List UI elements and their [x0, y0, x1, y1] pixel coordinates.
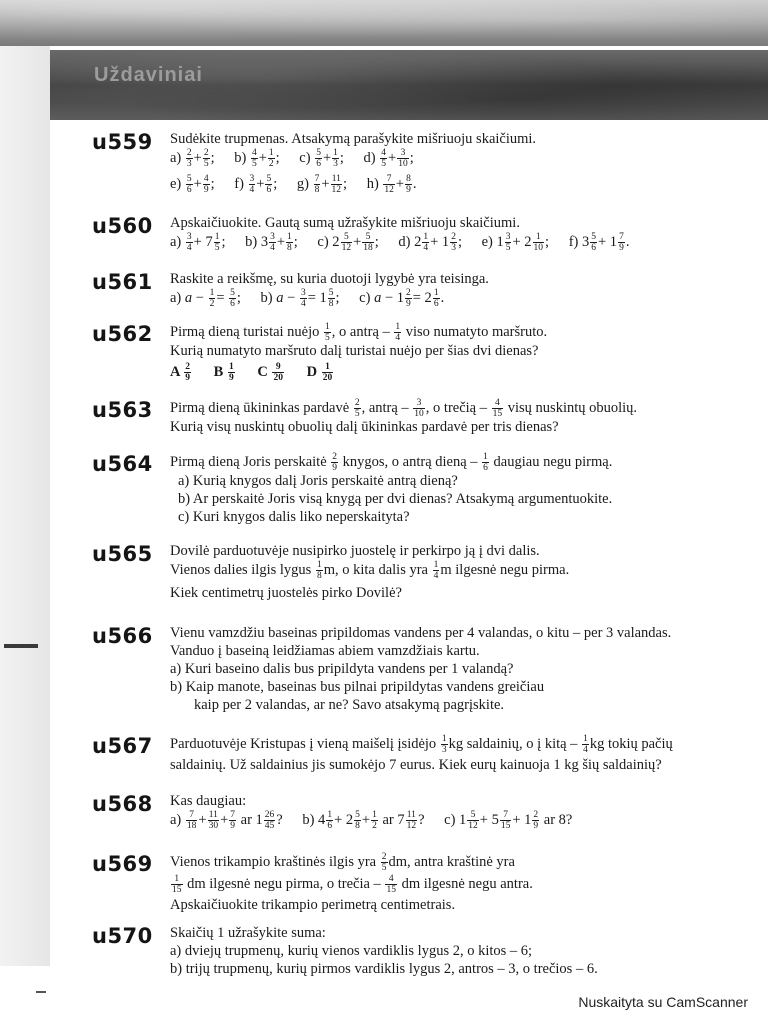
task-body: [170, 852, 740, 914]
task-prompt: Skaičių 1 užrašykite suma:: [170, 925, 326, 941]
answer-options: [170, 362, 740, 388]
subquestion-c: c) Kuri knygos dalis liko neperskaityta?: [178, 509, 410, 525]
subquestion-a: a) Kuri baseino dalis bus pripildyta vandens per 1 valandą?: [170, 661, 514, 677]
subquestion-a: a) dviejų trupmenų, kurių vienos vardiklis lygus 2, o kitos – 6;: [170, 943, 533, 959]
scan-shadow-top: [0, 0, 768, 46]
option-a: A $\frac{2}{9}$: [170, 362, 191, 383]
exercise-row: a) $\frac{3}{4}$ + 7 $\frac{1}{5}$ ; b) 3 $\frac{3}{4}$ + $\frac{1}{8}$ ; c) 2 $\frac{5}{12}$ + $\frac{5}{18}$ ; d) 2 $\frac{1}{4}$ + 1 $\frac{2}{3}$ ; e) 1 $\frac{3}{5}$ + 2 $\frac{1}{10}$ ; f) 3 $\frac{5}{6}$ + 1 $\frac{7}{9}$ .: [170, 232, 630, 253]
task-body: [170, 452, 740, 526]
task-body: [170, 398, 740, 436]
exercise-row: [170, 148, 740, 174]
task-number: u570: [92, 924, 153, 948]
exercise-item: d) $\frac{4}{5}$ + $\frac{3}{10}$ ;: [363, 148, 414, 169]
task-text: Vanduo į baseiną leidžiamas abiem vamzdžiais kartu.: [170, 643, 480, 659]
task-text: Vienu vamzdžiu baseinas pripildomas vandens per 4 valandas, o kitu – per 3 valandas.: [170, 625, 672, 641]
task-body: [170, 792, 740, 836]
task-number: u560: [92, 214, 153, 238]
task-number: u561: [92, 270, 153, 294]
task-body: [170, 322, 740, 388]
exercise-item: c) $\frac{5}{6}$ + $\frac{1}{3}$ ;: [299, 148, 344, 169]
exercise-item: g) $\frac{7}{8}$ + $\frac{11}{12}$ ;: [296, 174, 348, 195]
section-banner: [50, 50, 768, 120]
exercise-row: a) a − $\frac{1}{2}$ = $\frac{5}{6}$ ; b) a − $\frac{3}{4}$ = 1 $\frac{5}{8}$ ; c) a − 1 $\frac{2}{9}$ = 2 $\frac{1}{6}$ .: [170, 288, 445, 309]
task-text: Vienos trikampio kraštinės ilgis yra $\frac{2}{5}$ dm, antra kraštinė yra: [170, 852, 515, 873]
task-body: [170, 734, 740, 774]
task-prompt: Kas daugiau:: [170, 793, 247, 809]
task-number: u565: [92, 542, 153, 566]
task-body: [170, 624, 740, 714]
exercise-item: a) $\frac{2}{3}$ + $\frac{2}{5}$ ;: [170, 148, 215, 169]
task-text: Parduotuvėje Kristupas į vieną maišelį įsidėjo $\frac{1}{3}$ kg saldainių, o į kitą – $\frac{1}{4}$ kg tokių pačių: [170, 734, 673, 755]
task-text: Pirmą dieną Joris perskaitė $\frac{2}{9}$ knygos, o antrą dieną – $\frac{1}{6}$ daugiau negu pirmą.: [170, 452, 613, 473]
task-body: [170, 924, 740, 978]
task-text: saldainių. Už saldainius jis sumokėjo 7 eurus. Kiek eurų kainuoja 1 kg šių saldainių?: [170, 757, 662, 773]
subquestion-b: b) Ar perskaitė Joris visą knygą per dvi dienas? Atsakymą argumentuokite.: [178, 491, 613, 507]
task-number: u567: [92, 734, 153, 758]
exercise-item: b) $\frac{4}{5}$ + $\frac{1}{2}$ ;: [234, 148, 280, 169]
task-number: u563: [92, 398, 153, 422]
task-number: u562: [92, 322, 153, 346]
task-number: u566: [92, 624, 153, 648]
task-number: u559: [92, 130, 153, 154]
subquestion-b: b) Kaip manote, baseinas bus pilnai pripildytas vandens greičiau: [170, 679, 545, 695]
exercise-row: a) $\frac{7}{18}$ + $\frac{11}{30}$ + $\frac{7}{9}$ ar 1 $\frac{26}{45}$ ? b) 4 $\frac{1}{6}$ + 2 $\frac{5}{8}$ + $\frac{1}{2}$ ar 7 $\frac{11}{12}$ ? c) 1 $\frac{5}{12}$ + 5 $\frac{7}{15}$ + 1 $\frac{2}{9}$ ar 8?: [170, 810, 573, 831]
exercise-row: [170, 174, 740, 200]
task-prompt: Apskaičiuokite. Gautą sumą užrašykite mišriuoju skaičiumi.: [170, 215, 520, 231]
task-number: u568: [92, 792, 153, 816]
task-text: Pirmą dieną ūkininkas pardavė $\frac{2}{5}$ , antrą – $\frac{3}{10}$ , o trečią – $\frac{4}{15}$ visų nuskintų obuolių.: [170, 398, 638, 419]
task-body: [170, 270, 740, 314]
task-text: Apskaičiuokite trikampio perimetrą centimetrais.: [170, 897, 456, 913]
task-text: Dovilė parduotuvėje nusipirko juostelę ir perkirpo ją į dvi dalis.: [170, 543, 540, 559]
task-body: [170, 214, 740, 258]
task-text: $\frac{1}{15}$ dm ilgesnė negu pirma, o trečia – $\frac{4}{15}$ dm ilgesnė negu antra.: [172, 874, 533, 895]
task-body: [170, 130, 740, 200]
option-c: C $\frac{9}{20}$: [257, 362, 283, 383]
task-prompt: Raskite a reikšmę, su kuria duotoji lygybė yra teisinga.: [170, 271, 489, 287]
task-number: u569: [92, 852, 153, 876]
section-title: Uždaviniai: [94, 64, 203, 86]
task-body: [170, 542, 740, 602]
task-prompt: Sudėkite trupmenas. Atsakymą parašykite mišriuoju skaičiumi.: [170, 131, 537, 147]
task-text: Kiek centimetrų juostelės pirko Dovilė?: [170, 585, 402, 601]
task-text: Kurią numatyto maršruto dalį turistai nuėjo per šias dvi dienas?: [170, 343, 539, 359]
exercise-item: e) $\frac{5}{6}$ + $\frac{4}{9}$ ;: [170, 174, 215, 195]
subquestion-b-cont: kaip per 2 valandas, ar ne? Savo atsakymą pagrįskite.: [194, 697, 505, 713]
task-text: Pirmą dieną turistai nuėjo $\frac{1}{5}$ , o antrą – $\frac{1}{4}$ viso numatyto maršruto.: [170, 322, 548, 343]
margin-mark: [4, 644, 38, 648]
option-b: B $\frac{1}{9}$: [213, 362, 234, 383]
task-text: Kurią visų nuskintų obuolių dalį ūkininkas pardavė per tris dienas?: [170, 419, 559, 435]
task-text: Vienos dalies ilgis lygus $\frac{1}{8}$ m, o kita dalis yra $\frac{1}{4}$ m ilgesnė negu pirma.: [170, 560, 570, 581]
page-left-margin: [0, 46, 50, 966]
scanner-watermark: Nuskaityta su CamScanner: [578, 994, 748, 1010]
margin-mark-small: [36, 991, 46, 993]
exercise-item: f) $\frac{3}{4}$ + $\frac{5}{6}$ ;: [234, 174, 278, 195]
task-number: u564: [92, 452, 153, 476]
subquestion-b: b) trijų trupmenų, kurių pirmos vardiklis lygus 2, antros – 3, o trečios – 6.: [170, 961, 598, 977]
option-d: D $\frac{1}{20}$: [306, 362, 333, 383]
exercise-item: h) $\frac{7}{12}$ + $\frac{8}{9}$ .: [366, 174, 417, 195]
subquestion-a: a) Kurią knygos dalį Joris perskaitė antrą dieną?: [178, 473, 458, 489]
